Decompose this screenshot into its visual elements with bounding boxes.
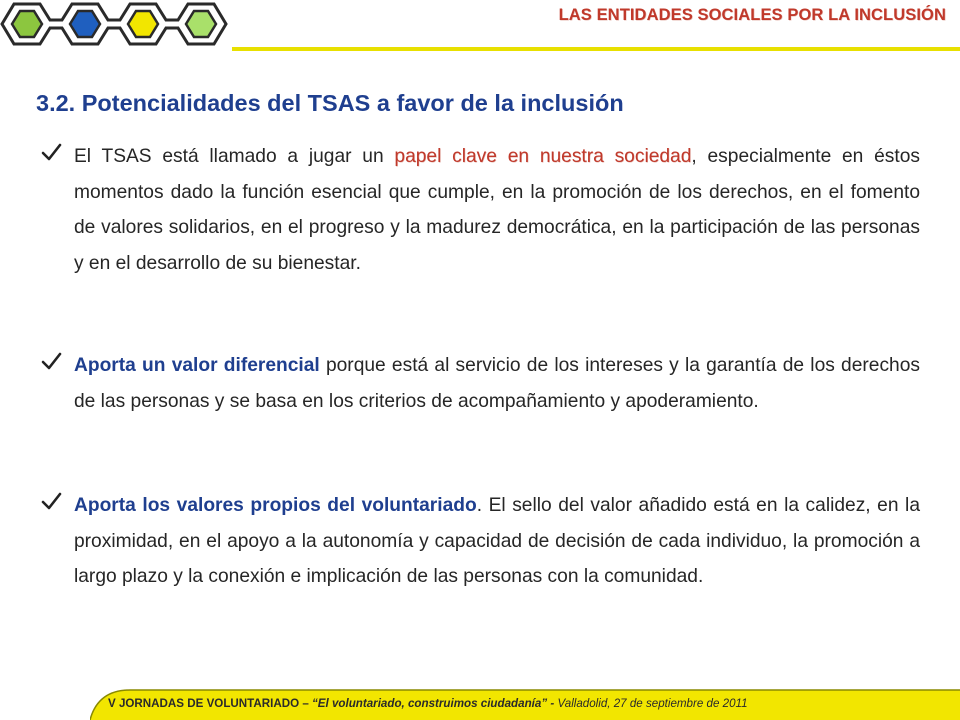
bullet-highlight: Aporta los valores propios del voluntariado [74, 495, 477, 516]
footer-text [108, 697, 748, 710]
bullet-highlight: Aporta un valor diferencial [74, 355, 320, 376]
light-green-hexagon [186, 11, 216, 37]
footer-slogan: “El voluntariado, construimos ciudadanía” - [308, 697, 558, 710]
bullet-body-text: , especialmente en éstos momentos dado la función esencial que cumple, en la promoción de los derechos, en el fomento de valores solidarios, en el progreso y la madurez democrática, en la participación de las personas y en el desarrollo de su bienestar. [74, 146, 920, 274]
bullet-text [74, 139, 920, 281]
bullet-lead-text: El TSAS está llamado a jugar un [74, 146, 395, 167]
footer-banner [90, 688, 960, 720]
blue-hexagon [70, 11, 100, 37]
footer-event: V JORNADAS DE VOLUNTARIADO – [108, 697, 309, 710]
bullet-item [40, 348, 920, 419]
checkmark-icon [40, 350, 62, 372]
bullet-text [74, 348, 920, 419]
header-title: LAS ENTIDADES SOCIALES POR LA INCLUSIÓN [558, 6, 946, 24]
checkmark-icon [40, 141, 62, 163]
green-hexagon [12, 11, 42, 37]
bullet-item [40, 488, 920, 595]
checkmark-icon [40, 490, 62, 512]
bullet-item [40, 139, 920, 281]
yellow-hexagon [128, 11, 158, 37]
bullet-body-text: porque está al servicio de los intereses y la garantía de los derechos de las personas y se basa en los criterios de acompañamiento y apoderamiento. [74, 355, 920, 412]
bullet-body-text: . El sello del valor añadido está en la calidez, en la proximidad, en el apoyo a la autonomía y capacidad de decisión de cada individuo, la promoción a largo plazo y la conexión e implicación de las personas con la comunidad. [74, 495, 920, 587]
footer-place-date: Valladolid, 27 de septiembre de 2011 [557, 697, 748, 710]
hexagon-chain-logo [0, 0, 232, 48]
bullet-highlight: papel clave en nuestra sociedad [394, 146, 692, 167]
bullet-text [74, 488, 920, 595]
section-title: 3.2. Potencialidades del TSAS a favor de la inclusión [36, 90, 624, 116]
header-rule [232, 47, 960, 51]
